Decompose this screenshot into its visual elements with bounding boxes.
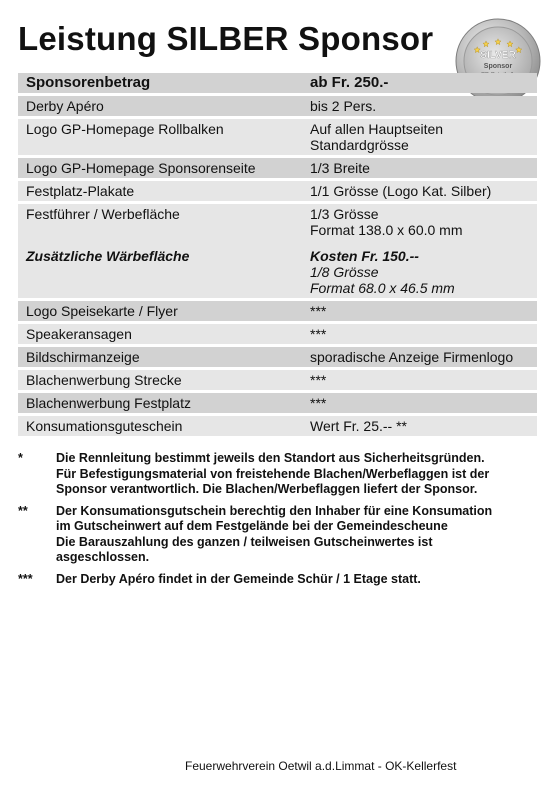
- footnote-line: Für Befestigungsmaterial von freistehende Blachen/Werbeflaggen ist der: [56, 466, 490, 481]
- table-header-row: [18, 73, 537, 93]
- row-label: Speakeransagen: [26, 326, 132, 342]
- footnote-line: Sponsor verantwortlich. Die Blachen/Werbeflaggen liefert der Sponsor.: [56, 482, 478, 496]
- row-value-line: 1/3 Grösse: [310, 206, 379, 222]
- table-row: [18, 324, 537, 344]
- footnote: [18, 572, 538, 588]
- table-row: [18, 96, 537, 116]
- header-left: Sponsorenbetrag: [26, 74, 151, 91]
- footnote: [18, 504, 538, 566]
- row-label: Festplatz-Plakate: [26, 183, 135, 199]
- row-label: Logo GP-Homepage Rollbalken: [26, 121, 224, 137]
- row-label: Blachenwerbung Festplatz: [26, 395, 191, 411]
- row-value: sporadische Anzeige Firmenlogo: [310, 349, 514, 365]
- row-value: 1/1 Grösse (Logo Kat. Silber): [310, 183, 492, 199]
- table-row: [18, 301, 537, 321]
- extra-value: [300, 246, 537, 298]
- footnotes: [18, 451, 538, 593]
- extra-cost: Kosten Fr. 150.--: [310, 248, 419, 264]
- row-value-line: Standardgrösse: [310, 137, 409, 153]
- footnote-text: [56, 572, 538, 588]
- footnote-text: [56, 504, 538, 566]
- table-row: [18, 416, 537, 436]
- footnote-line: im Gutscheinwert auf dem Festgelände bei der Gemeindescheune: [56, 519, 448, 533]
- footnote-line: asgeschlossen.: [56, 550, 150, 564]
- footnote-text: [56, 451, 538, 498]
- table-row-extra-ad: [18, 240, 537, 298]
- row-value: Wert Fr. 25.-- **: [310, 418, 407, 434]
- table-row: [18, 393, 537, 413]
- footnote: [18, 451, 538, 498]
- table-row: [18, 370, 537, 390]
- row-label: Festführer / Werbefläche: [26, 206, 180, 222]
- row-value: bis 2 Pers.: [310, 98, 377, 114]
- header-right: ab Fr. 250.-: [310, 74, 389, 91]
- extra-label: Zusätzliche Wärbefläche: [26, 248, 190, 264]
- row-value: ***: [310, 372, 327, 388]
- table-row: [18, 181, 537, 201]
- footnote-mark: **: [18, 503, 28, 518]
- row-label: Konsumationsguteschein: [26, 418, 183, 434]
- row-value: ***: [310, 326, 327, 342]
- table-row: [18, 347, 537, 367]
- badge-line1: SILVER: [480, 50, 516, 61]
- row-label: Logo Speisekarte / Flyer: [26, 303, 178, 319]
- footnote-mark: ***: [18, 571, 33, 586]
- row-label: Derby Apéro: [26, 98, 104, 114]
- footnote-line: Die Rennleitung bestimmt jeweils den Standort aus Sicherheitsgründen.: [56, 451, 485, 465]
- footnote-line: Der Derby Apéro findet in der Gemeinde Schür / 1 Etage statt.: [56, 571, 421, 586]
- table-row: [18, 158, 537, 178]
- footnote-line: Die Barauszahlung des ganzen / teilweisen Gutscheinwertes ist: [56, 534, 433, 549]
- footnote-line: Der Konsumationsgutschein berechtig den Inhaber für eine Konsumation: [56, 503, 493, 518]
- extra-format: Format 68.0 x 46.5 mm: [310, 280, 455, 296]
- row-value-line: Auf allen Hauptseiten: [310, 121, 444, 137]
- row-value: ***: [310, 395, 327, 411]
- row-value: ***: [310, 303, 327, 319]
- table-row: [18, 119, 537, 155]
- row-value: 1/3 Breite: [310, 160, 370, 176]
- row-value: [300, 119, 537, 155]
- extra-size: 1/8 Grösse: [310, 264, 379, 280]
- row-label: Blachenwerbung Strecke: [26, 372, 182, 388]
- row-label: Logo GP-Homepage Sponsorenseite: [26, 160, 256, 176]
- row-value: [300, 204, 537, 240]
- table-row: [18, 204, 537, 240]
- page-title: Leistung SILBER Sponsor: [18, 20, 434, 57]
- sponsor-benefits-table: [18, 73, 537, 439]
- badge-line2: Sponsor: [483, 63, 513, 70]
- footnote-mark: *: [18, 451, 23, 465]
- row-value-line: Format 138.0 x 60.0 mm: [310, 222, 463, 238]
- footer-text: Feuerwehrverein Oetwil a.d.Limmat - OK-Kellerfest: [185, 759, 457, 773]
- row-label: Bildschirmanzeige: [26, 349, 140, 365]
